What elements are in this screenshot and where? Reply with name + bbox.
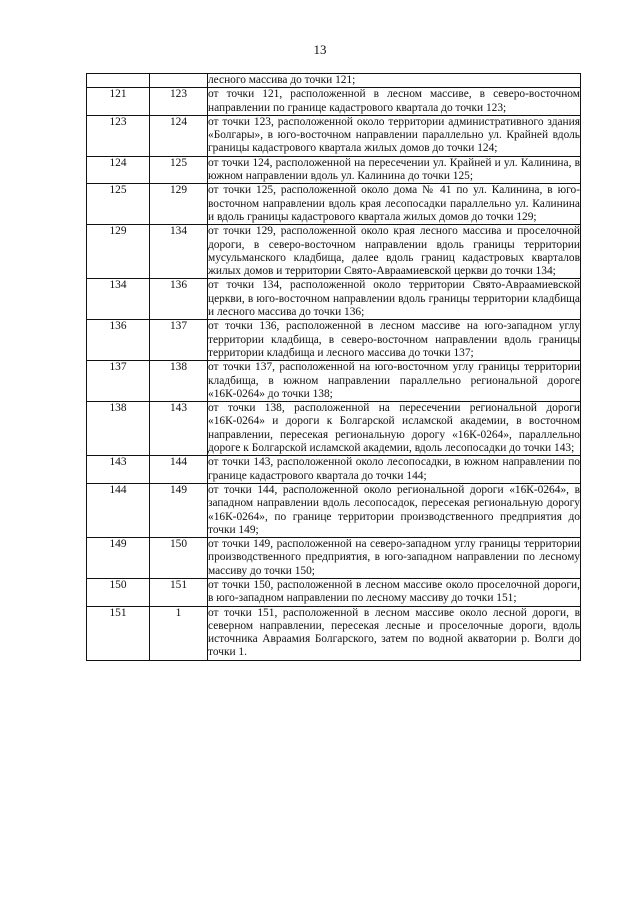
- table-body: [87, 74, 581, 661]
- description-cell: от точки 151, расположенной в лесном массиве около лесной дороги, в северном направлении, пересекая лесные и проселочные дороги, вдоль источника Авраамия Болгарского, затем по водной акватории р. Волги до точки 1.: [208, 606, 580, 659]
- point-to-cell: 134: [150, 225, 208, 279]
- point-from-cell: 129: [87, 225, 150, 279]
- description-cell: от точки 123, расположенной около территории административного здания «Болгары», в юго-восточном направлении параллельно ул. Крайней вдоль границы кадастрового квартала жилых домов до точки 124;: [208, 115, 580, 155]
- point-to-cell: 125: [150, 156, 208, 184]
- table-row: [87, 225, 581, 279]
- point-to-cell: 149: [150, 483, 208, 537]
- point-from-cell: 143: [87, 456, 150, 484]
- point-from-cell: 124: [87, 156, 150, 184]
- point-to-cell: 129: [150, 184, 208, 225]
- description-cell: от точки 143, расположенной около лесопосадки, в южном направлении по границе кадастрового квартала до точки 144;: [208, 456, 580, 482]
- point-to-cell: 144: [150, 456, 208, 484]
- point-from-cell: 144: [87, 483, 150, 537]
- description-cell: от точки 144, расположенной около региональной дороги «16К-0264», в западном направлении вдоль лесопосадок, пересекая региональную дорогу «16К-0264», по границе территории производственного предприятия до точки 149;: [208, 483, 580, 536]
- point-from-cell: 137: [87, 361, 150, 402]
- description-cell: от точки 125, расположенной около дома № 41 по ул. Калинина, в юго-восточном направлении вдоль края лесопосадки параллельно ул. Калинина и вдоль границы кадастрового квартала жилых домов до точки 129;: [208, 184, 580, 223]
- point-to-cell: [150, 74, 208, 88]
- point-from-cell: 138: [87, 402, 150, 456]
- point-from-cell: 125: [87, 184, 150, 225]
- point-from-cell: 151: [87, 606, 150, 660]
- table-row: [87, 483, 581, 537]
- table-row: [87, 538, 581, 579]
- description-cell: от точки 150, расположенной в лесном массиве около проселочной дороги, в юго-западном направлении по лесному массиву до точки 151;: [208, 578, 580, 605]
- description-cell: от точки 121, расположенной в лесном массиве, в северо-восточном направлении по границе кадастрового квартала до точки 123;: [208, 88, 580, 114]
- point-to-cell: 138: [150, 361, 208, 402]
- point-from-cell: [87, 74, 150, 88]
- table-row: [87, 320, 581, 361]
- table-row: [87, 361, 581, 402]
- point-from-cell: 150: [87, 578, 150, 606]
- description-cell: от точки 137, расположенной на юго-восточном углу границы территории кладбища, в южном направлении параллельно региональной дороге «16К-0264» до точки 138;: [208, 361, 580, 400]
- table-row: [87, 115, 581, 156]
- table-row: [87, 456, 581, 484]
- point-from-cell: 134: [87, 279, 150, 320]
- table-row: [87, 402, 581, 456]
- point-to-cell: 137: [150, 320, 208, 361]
- point-to-cell: 123: [150, 88, 208, 116]
- point-to-cell: 143: [150, 402, 208, 456]
- description-cell: лесного массива до точки 121;: [208, 74, 581, 88]
- point-from-cell: 123: [87, 115, 150, 156]
- description-cell: от точки 149, расположенной на северо-западном углу границы территории производственного предприятия, в юго-западном направлении по лесному массиву до точки 150;: [208, 538, 580, 577]
- table-row: [87, 156, 581, 184]
- page-number: 13: [313, 42, 327, 57]
- point-to-cell: 136: [150, 279, 208, 320]
- point-from-cell: 121: [87, 88, 150, 116]
- description-cell: от точки 124, расположенной на пересечении ул. Крайней и ул. Калинина, в южном направлении вдоль ул. Калинина до точки 125;: [208, 156, 580, 183]
- description-cell: от точки 138, расположенной на пересечении региональной дороги «16К-0264» и дороги к Болгарской исламской академии, в восточном направлении, пересекая региональную дорогу «16К-0264», параллельно дороге к Болгарской исламской академии, вдоль лесопосадки до точки 143;: [208, 402, 580, 455]
- point-to-cell: 1: [150, 606, 208, 660]
- point-from-cell: 149: [87, 538, 150, 579]
- point-to-cell: 150: [150, 538, 208, 579]
- table-row: [87, 279, 581, 320]
- description-cell: от точки 134, расположенной около территории Свято-Авраамиевской церкви, в юго-восточном направлении вдоль границы территории кладбища и лесного массива до точки 136;: [208, 279, 580, 319]
- table-row: [87, 74, 581, 88]
- table-row: [87, 88, 581, 116]
- boundary-points-table: [86, 73, 581, 661]
- point-to-cell: 124: [150, 115, 208, 156]
- table-row: [87, 184, 581, 225]
- description-cell: от точки 136, расположенной в лесном массиве на юго-западном углу территории кладбища, в северо-восточном направлении вдоль границы территории кладбища и лесного массива до точки 137;: [208, 320, 580, 359]
- point-to-cell: 151: [150, 578, 208, 606]
- table-row: [87, 606, 581, 660]
- table-row: [87, 578, 581, 606]
- point-from-cell: 136: [87, 320, 150, 361]
- description-cell: от точки 129, расположенной около края лесного массива и проселочной дороги, в северо-восточном направлении вдоль границы территории мусульманского кладбища, далее вдоль границ кадастровых кварталов жилых домов и территории Свято-Авраамиевской церкви до точки 134;: [208, 225, 580, 278]
